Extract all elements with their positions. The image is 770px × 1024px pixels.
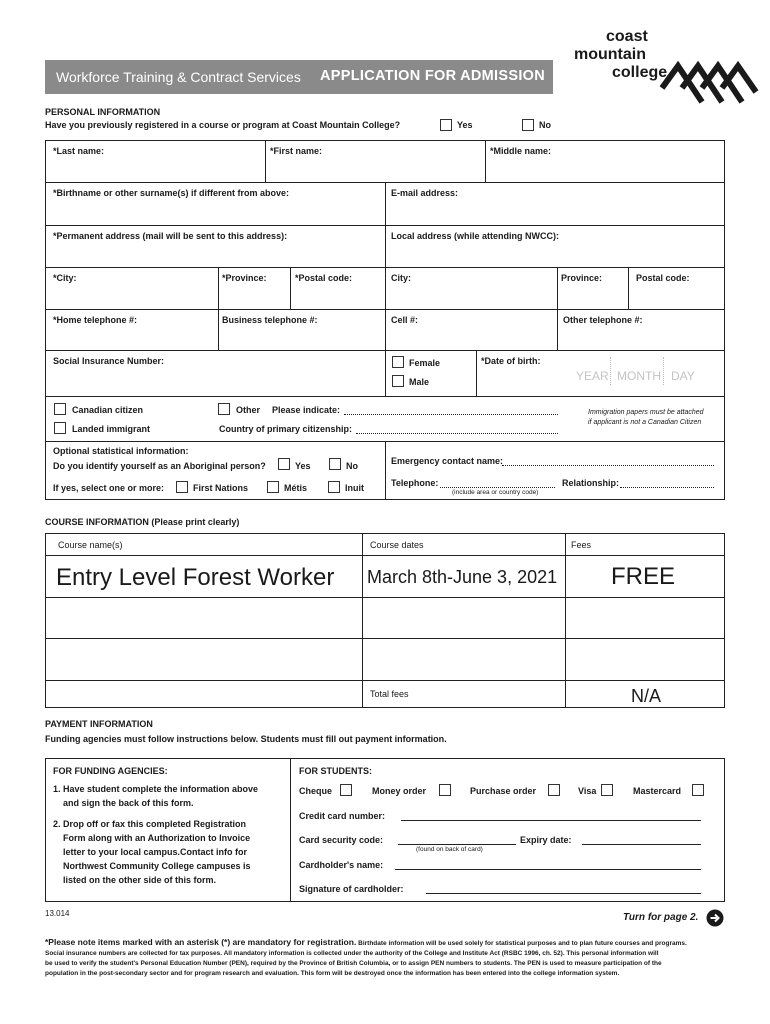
- date-of-birth-label: *Date of birth:: [481, 356, 541, 366]
- aboriginal-question: Do you identify yourself as an Aboriginal person?: [53, 461, 266, 471]
- money-order-label: Money order: [372, 786, 427, 796]
- students-title: FOR STUDENTS:: [299, 766, 372, 776]
- city-label: *City:: [53, 273, 77, 283]
- security-code-field[interactable]: [398, 844, 516, 845]
- first-nations-label: First Nations: [193, 483, 249, 493]
- birthname-label: *Birthname or other surname(s) if different from above:: [53, 188, 290, 198]
- country-citizenship-label: Country of primary citizenship:: [219, 424, 353, 434]
- relationship-label: Relationship:: [562, 478, 620, 488]
- security-code-label: Card security code:: [299, 835, 384, 845]
- first-nations-checkbox[interactable]: [176, 481, 188, 493]
- cardholder-name-label: Cardholder's name:: [299, 860, 384, 870]
- other-citizenship-checkbox[interactable]: [218, 403, 230, 415]
- total-fees-label: Total fees: [370, 689, 409, 699]
- logo-line-2: mountain: [574, 46, 646, 63]
- local-province-label: Province:: [561, 273, 603, 283]
- cheque-checkbox[interactable]: [340, 784, 352, 796]
- previous-registration-question: Have you previously registered in a course or program at Coast Mountain College?: [45, 120, 401, 130]
- landed-immigrant-checkbox[interactable]: [54, 422, 66, 434]
- footer-note-line-1: Birthdate information will be used solely for statistical purposes and to plan future courses and programs.: [358, 940, 687, 947]
- funding-agencies-title: FOR FUNDING AGENCIES:: [53, 766, 168, 776]
- province-label: *Province:: [222, 273, 267, 283]
- footer-note-line-3: be used to verify the student's Personal Education Number (PEN), required by the Province of British Columbia, or to assign PEN numbers to students. The PEN is used to measure participation of the: [45, 960, 662, 967]
- dob-month-placeholder: MONTH: [617, 369, 661, 383]
- agency-step-2b: Form along with an Authorization to Invoice: [63, 833, 251, 843]
- agency-step-1b: and sign the back of this form.: [63, 798, 194, 808]
- metis-checkbox[interactable]: [267, 481, 279, 493]
- inuit-label: Inuit: [345, 483, 364, 493]
- agency-step-2d: Northwest Community College campuses is: [63, 861, 251, 871]
- title-left: Workforce Training & Contract Services: [56, 69, 301, 85]
- inuit-checkbox[interactable]: [328, 481, 340, 493]
- found-on-back-note: (found on back of card): [416, 846, 483, 853]
- expiry-date-label: Expiry date:: [520, 835, 572, 845]
- last-name-label: *Last name:: [53, 146, 105, 156]
- course-name-value: Entry Level Forest Worker: [56, 564, 335, 591]
- footer-note-line-2: Social insurance numbers are collected for tax purposes. All mandatory information is collected under the authority of the College and Institute Act (RSBC 1996, ch. 52). This personal information will: [45, 950, 659, 957]
- course-dates-value: March 8th-June 3, 2021: [367, 567, 558, 587]
- fees-header: Fees: [571, 540, 592, 550]
- optional-stats-label: Optional statistical information:: [53, 446, 189, 456]
- aboriginal-no-label: No: [346, 461, 358, 471]
- permanent-address-label: *Permanent address (mail will be sent to this address):: [53, 231, 288, 241]
- mastercard-checkbox[interactable]: [692, 784, 704, 796]
- immigration-note-1: Immigration papers must be attached: [588, 409, 704, 416]
- male-checkbox[interactable]: [392, 375, 404, 387]
- visa-checkbox[interactable]: [601, 784, 613, 796]
- dob-year-placeholder: YEAR: [576, 369, 609, 383]
- prev-yes-label: Yes: [457, 120, 473, 130]
- local-address-label: Local address (while attending NWCC):: [391, 231, 560, 241]
- agency-step-2c: letter to your local campus.Contact info for: [63, 847, 248, 857]
- first-name-label: *First name:: [270, 146, 323, 156]
- mandatory-note: *Please note items marked with an asterisk (*) are mandatory for registration.: [45, 937, 357, 947]
- metis-label: Métis: [284, 483, 308, 493]
- female-checkbox[interactable]: [392, 356, 404, 368]
- footer-notes: [45, 937, 735, 979]
- payment-heading: PAYMENT INFORMATION: [45, 719, 153, 729]
- local-city-label: City:: [391, 273, 411, 283]
- sin-label: Social Insurance Number:: [53, 356, 165, 366]
- canadian-citizen-checkbox[interactable]: [54, 403, 66, 415]
- include-area-note: (include area or country code): [452, 489, 539, 496]
- postal-code-label: *Postal code:: [295, 273, 353, 283]
- course-heading: [45, 517, 239, 528]
- agency-step-2e: listed on the other side of this form.: [63, 875, 217, 885]
- title-right: APPLICATION FOR ADMISSION: [320, 68, 545, 84]
- prev-yes-checkbox[interactable]: [440, 119, 452, 131]
- email-label: E-mail address:: [391, 188, 459, 198]
- turn-page-label: Turn for page 2.: [623, 912, 699, 923]
- other-telephone-label: Other telephone #:: [563, 315, 643, 325]
- total-fees-value: N/A: [631, 686, 662, 706]
- emergency-contact-label: Emergency contact name:: [391, 456, 504, 466]
- money-order-checkbox[interactable]: [439, 784, 451, 796]
- visa-label: Visa: [578, 786, 597, 796]
- credit-card-number-label: Credit card number:: [299, 811, 386, 821]
- payment-subheading: Funding agencies must follow instructions below. Students must fill out payment information.: [45, 734, 447, 744]
- female-label: Female: [409, 358, 441, 368]
- course-dates-header: Course dates: [370, 540, 424, 550]
- cheque-label: Cheque: [299, 786, 333, 796]
- course-name-header: Course name(s): [58, 540, 123, 550]
- business-telephone-label: Business telephone #:: [222, 315, 318, 325]
- signature-field[interactable]: [426, 893, 701, 894]
- emergency-telephone-label: Telephone:: [391, 478, 439, 488]
- home-telephone-label: *Home telephone #:: [53, 315, 138, 325]
- if-yes-label: If yes, select one or more:: [53, 483, 165, 493]
- cell-label: Cell #:: [391, 315, 419, 325]
- cardholder-name-field[interactable]: [395, 869, 701, 870]
- male-label: Male: [409, 377, 430, 387]
- mastercard-label: Mastercard: [633, 786, 682, 796]
- local-postal-code-label: Postal code:: [636, 273, 690, 283]
- logo-line-1: coast: [606, 28, 648, 45]
- canadian-citizen-label: Canadian citizen: [72, 405, 144, 415]
- agency-step-2a: 2. Drop off or fax this completed Registration: [53, 819, 247, 829]
- agency-step-1a: 1. Have student complete the information above: [53, 784, 259, 794]
- form-number: 13.014: [45, 909, 70, 918]
- aboriginal-yes-checkbox[interactable]: [278, 458, 290, 470]
- middle-name-label: *Middle name:: [490, 146, 552, 156]
- prev-no-label: No: [539, 120, 551, 130]
- purchase-order-checkbox[interactable]: [548, 784, 560, 796]
- dob-day-placeholder: DAY: [671, 369, 695, 383]
- course-heading-text: COURSE INFORMATION: [45, 517, 149, 527]
- course-table: [45, 533, 725, 708]
- aboriginal-no-checkbox[interactable]: [329, 458, 341, 470]
- personal-heading: PERSONAL INFORMATION: [45, 107, 161, 117]
- course-heading-note: (Please print clearly): [151, 517, 240, 527]
- course-fees-value: FREE: [611, 563, 676, 590]
- expiry-date-field[interactable]: [582, 844, 701, 845]
- mountain-logo-icon: [656, 58, 760, 110]
- signature-label: Signature of cardholder:: [299, 884, 404, 894]
- prev-no-checkbox[interactable]: [522, 119, 534, 131]
- please-indicate-label: Please indicate:: [272, 405, 341, 415]
- landed-immigrant-label: Landed immigrant: [72, 424, 151, 434]
- logo-line-3: college: [612, 64, 668, 81]
- college-logo: [566, 28, 766, 118]
- arrow-right-icon: [706, 909, 724, 927]
- purchase-order-label: Purchase order: [470, 786, 537, 796]
- immigration-note-2: if applicant is not a Canadian Citizen: [588, 419, 702, 426]
- credit-card-number-field[interactable]: [401, 820, 701, 821]
- other-label: Other: [236, 405, 261, 415]
- footer-note-line-4: population in the post-secondary sector and for program research and evaluation. This form will be destroyed once the information has been entered into the college information system.: [45, 970, 620, 977]
- aboriginal-yes-label: Yes: [295, 461, 311, 471]
